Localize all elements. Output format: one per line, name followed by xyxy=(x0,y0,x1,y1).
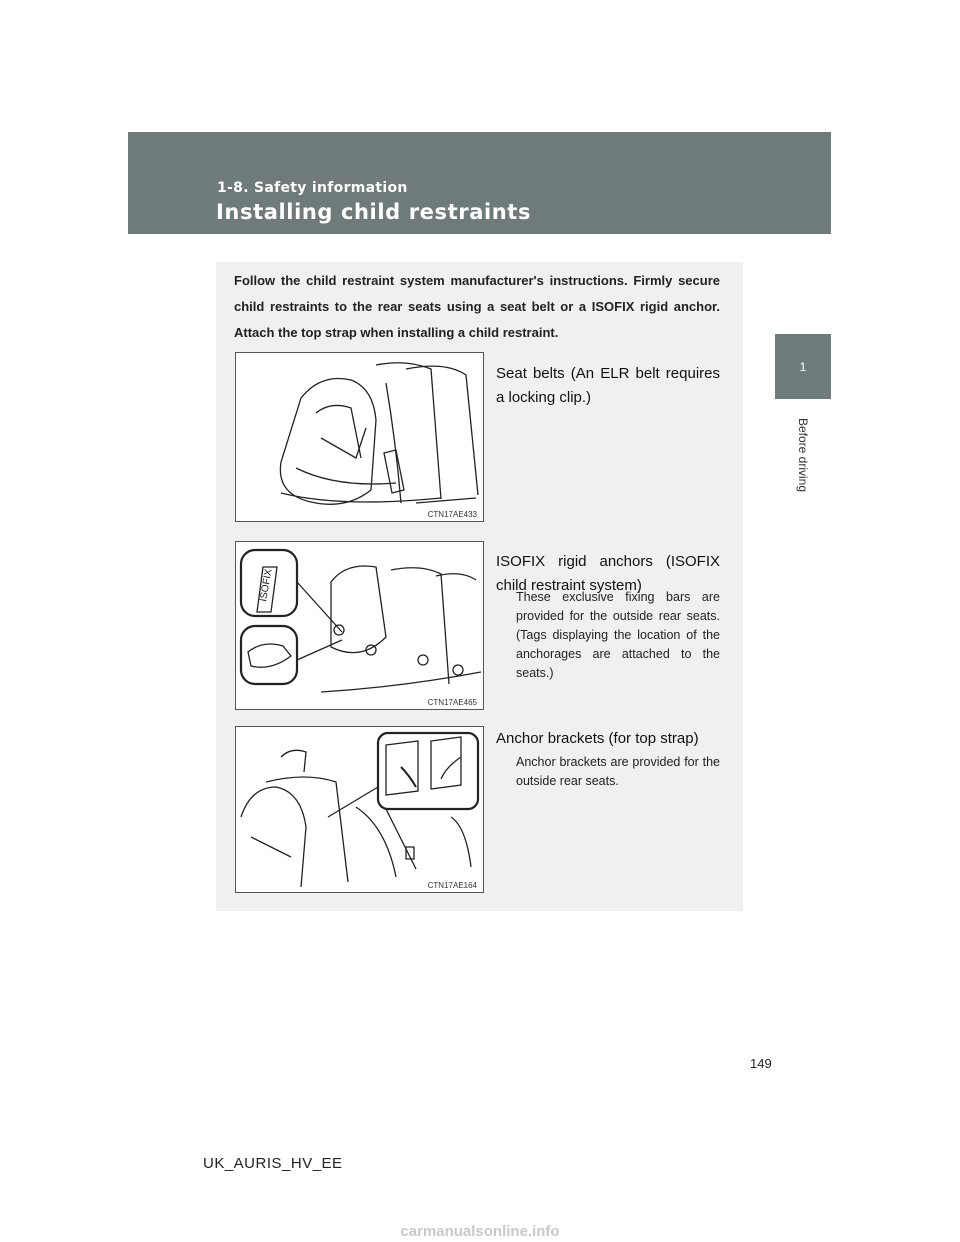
item-description-isofix: These exclusive fixing bars are provided for the outside rear seats. (Tags displaying the location of the anchorages are attached to the seats.) xyxy=(516,590,720,680)
isofix-tag-text: ISOFIX xyxy=(258,568,275,603)
item-heading-isofix: ISOFIX rigid anchors (ISOFIX child restraint system) xyxy=(496,553,720,594)
page-number: 149 xyxy=(750,1056,772,1071)
child-seat-seatbelt-illustration xyxy=(235,352,484,522)
image-code: CTN17AE433 xyxy=(427,510,477,519)
image-code: CTN17AE465 xyxy=(427,698,477,707)
item-heading-anchor-brackets: Anchor brackets (for top strap) xyxy=(496,730,699,747)
chapter-label xyxy=(796,410,810,500)
watermark: carmanualsonline.info xyxy=(400,1223,560,1240)
chapter-label-text: Before driving xyxy=(796,417,810,493)
page-title: Installing child restraints xyxy=(216,200,532,224)
chapter-tab[interactable] xyxy=(775,334,831,399)
intro-text: Follow the child restraint system manufacturer's instructions. Firmly secure child restraints to the rear seats using a seat belt or a ISOFIX rigid anchor. Attach the top strap when installing a child restraint. xyxy=(234,273,720,340)
section-label: 1-8. Safety information xyxy=(217,180,408,196)
item-heading-seat-belts: Seat belts (An ELR belt requires a locking clip.) xyxy=(496,365,720,406)
isofix-anchors-illustration xyxy=(235,541,484,710)
item-description-anchor-brackets: Anchor brackets are provided for the outside rear seats. xyxy=(516,755,720,788)
doc-code: UK_AURIS_HV_EE xyxy=(203,1155,343,1172)
anchor-bracket-illustration xyxy=(235,726,484,893)
image-code: CTN17AE164 xyxy=(427,881,477,890)
chapter-number: 1 xyxy=(799,359,807,374)
